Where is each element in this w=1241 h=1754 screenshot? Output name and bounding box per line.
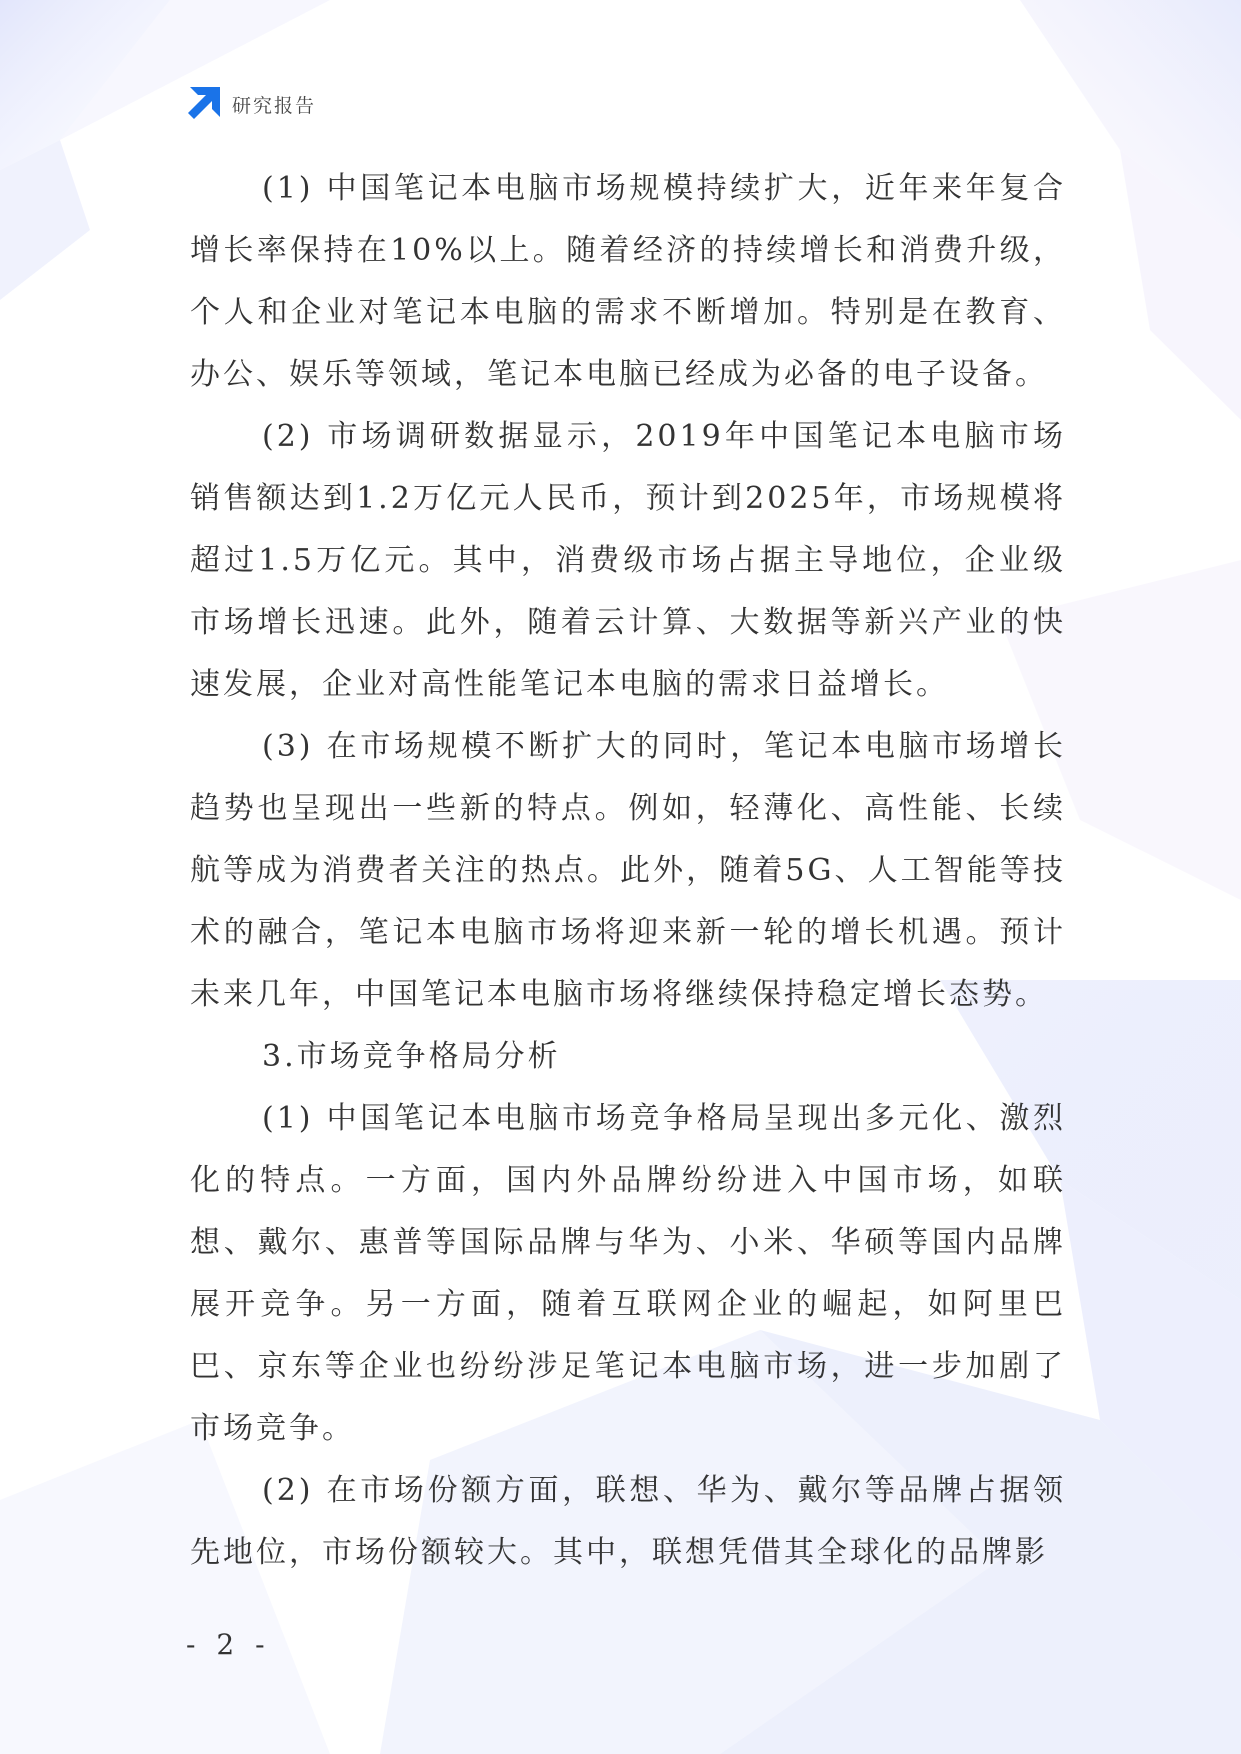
header-label: 研究报告 — [232, 94, 317, 117]
paragraph: (2) 在市场份额方面，联想、华为、戴尔等品牌占据领先地位，市场份额较大。其中，联想凭借其全球化的品牌影 — [190, 1473, 1066, 1570]
paragraph: (1) 中国笔记本电脑市场竞争格局呈现出多元化、激烈化的特点。一方面，国内外品牌纷纷进入中国市场，如联想、戴尔、惠普等国际品牌与华为、小米、华硕等国内品牌展开竞争。另一方面，随着互联网企业的崛起，如阿里巴巴、京东等企业也纷纷涉足笔记本电脑市场，进一步加剧了市场竞争。 — [190, 1101, 1066, 1446]
paragraph: (1) 中国笔记本电脑市场规模持续扩大，近年来年复合增长率保持在10%以上。随着经济的持续增长和消费升级，个人和企业对笔记本电脑的需求不断增加。特别是在教育、办公、娱乐等领域，笔记本电脑已经成为必备的电子设备。 — [190, 171, 1066, 392]
section-heading: 3.市场竞争格局分析 — [262, 1039, 561, 1074]
logo — [186, 87, 220, 121]
page-number: - 2 - — [186, 1628, 271, 1661]
paragraph: (2) 市场调研数据显示，2019年中国笔记本电脑市场销售额达到1.2万亿元人民币，预计到2025年，市场规模将超过1.5万亿元。其中，消费级市场占据主导地位，企业级市场增长迅速。此外，随着云计算、大数据等新兴产业的快速发展，企业对高性能笔记本电脑的需求日益增长。 — [190, 419, 1066, 702]
report-header — [186, 88, 316, 120]
document-body — [190, 158, 1066, 1584]
arrow-up-right-icon — [186, 87, 220, 121]
paragraph: (3) 在市场规模不断扩大的同时，笔记本电脑市场增长趋势也呈现出一些新的特点。例如，轻薄化、高性能、长续航等成为消费者关注的热点。此外，随着5G、人工智能等技术的融合，笔记本电脑市场将迎来新一轮的增长机遇。预计未来几年，中国笔记本电脑市场将继续保持稳定增长态势。 — [190, 729, 1066, 1012]
